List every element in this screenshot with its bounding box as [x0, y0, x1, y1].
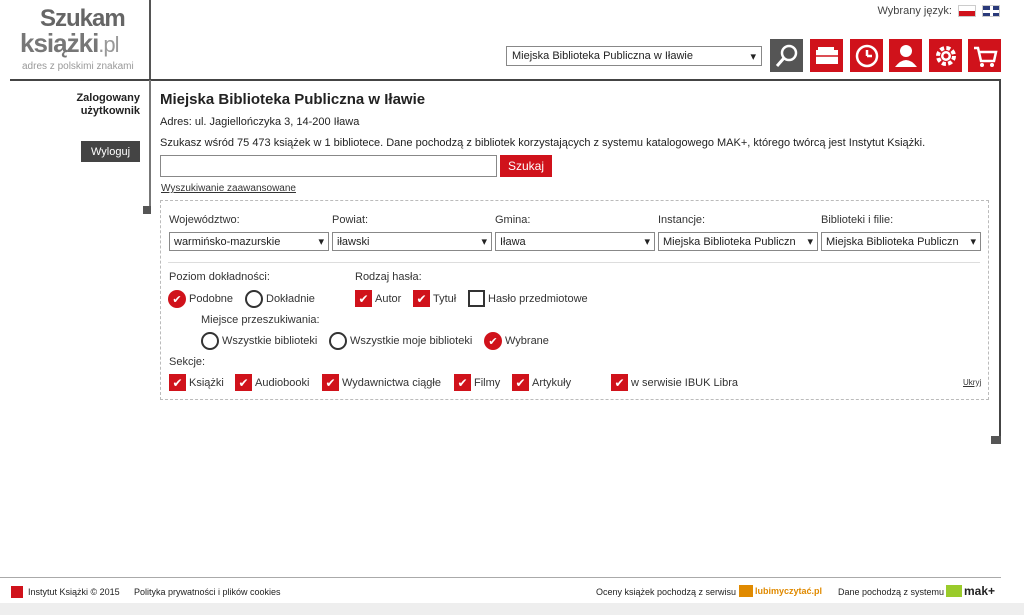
password-type-label: Rodzaj hasła: — [355, 271, 422, 283]
author-checkbox[interactable]: ✔ Autor — [355, 290, 401, 307]
sections-label: Sekcje: — [169, 356, 206, 368]
checkbox-icon — [468, 290, 485, 307]
book-icon — [739, 585, 753, 597]
dropdown-arrow-icon: ▾ — [481, 236, 487, 248]
books-icon — [814, 45, 840, 67]
filter-label: Instancje: — [658, 214, 706, 226]
selected-libraries-radio[interactable]: ✔ Wybrane — [484, 332, 549, 350]
title-checkbox[interactable]: ✔ Tytuł — [413, 290, 456, 307]
checkmark-icon: ✔ — [454, 374, 471, 391]
library-address: Adres: ul. Jagiellończyka 3, 14-200 Iława — [160, 116, 360, 128]
checkmark-icon: ✔ — [512, 374, 529, 391]
copyright: Instytut Książki © 2015 — [28, 587, 120, 597]
language-selector — [878, 5, 1000, 17]
dropdown-arrow-icon: ▾ — [750, 50, 756, 63]
settings-button[interactable] — [929, 39, 962, 72]
dropdown-arrow-icon: ▾ — [970, 236, 976, 248]
divider — [149, 80, 151, 214]
filter-instances — [658, 214, 818, 251]
dropdown-arrow-icon: ▾ — [807, 236, 813, 248]
periodicals-checkbox[interactable]: ✔ Wydawnictwa ciągłe — [322, 374, 441, 391]
history-icon — [854, 43, 880, 69]
articles-checkbox[interactable]: ✔ Artykuły — [512, 374, 571, 391]
logout-button[interactable]: Wyloguj — [81, 141, 140, 162]
search-button[interactable]: Szukaj — [500, 155, 552, 177]
language-label: Wybrany język: — [877, 5, 952, 17]
search-info: Szukasz wśród 75 473 książek w 1 bibliotece. Dane pochodzą z bibliotek korzystających z systemu katalogowego MAK+, którego twórcą jest Instytut Książki. — [160, 137, 926, 149]
instances-select[interactable]: Miejska Biblioteka Publiczn ▾ — [658, 232, 818, 251]
gear-icon — [933, 43, 959, 69]
corner-marker — [991, 436, 1001, 444]
filter-voivodeship — [169, 214, 329, 251]
polish-flag-icon[interactable] — [958, 5, 976, 17]
page-title: Miejska Biblioteka Publiczna w Iławie — [160, 91, 426, 108]
library-select[interactable] — [506, 46, 762, 66]
search-input[interactable] — [160, 155, 497, 177]
data-source-text: Dane pochodzą z systemu — [838, 587, 945, 597]
district-select[interactable]: iławski ▾ — [332, 232, 492, 251]
checkmark-icon: ✔ — [322, 374, 339, 391]
dropdown-arrow-icon: ▾ — [318, 236, 324, 248]
subject-checkbox[interactable]: Hasło przedmiotowe — [468, 290, 588, 307]
filter-libraries — [821, 214, 981, 251]
ratings-text: Oceny książek pochodzą z serwisu — [596, 587, 737, 597]
filter-commune — [495, 214, 655, 251]
checkmark-icon: ✔ — [611, 374, 628, 391]
cart-icon — [972, 43, 998, 69]
precision-label: Poziom dokładności: — [169, 271, 270, 283]
all-libraries-radio[interactable]: Wszystkie biblioteki — [201, 332, 317, 350]
history-button[interactable] — [850, 39, 883, 72]
filter-label: Biblioteki i filie: — [821, 214, 894, 226]
checkmark-icon: ✔ — [235, 374, 252, 391]
logged-user-label — [40, 92, 140, 118]
logo-subtitle: adres z polskimi znakami — [22, 61, 134, 72]
logo-line2: książki.pl — [20, 28, 119, 58]
divider — [149, 0, 151, 80]
library-select-value: Miejska Biblioteka Publiczna w Iławie — [512, 50, 693, 62]
my-libraries-radio[interactable]: Wszystkie moje biblioteki — [329, 332, 472, 350]
filter-label: Gmina: — [495, 214, 531, 226]
precision-similar-radio[interactable]: ✔ Podobne — [168, 290, 233, 308]
logo-line1: Szukam — [40, 5, 125, 32]
footer-bottom-bar — [0, 603, 1024, 615]
search-place-label: Miejsce przeszukiwania: — [201, 314, 320, 326]
english-flag-icon[interactable] — [982, 5, 1000, 17]
footer — [0, 578, 1024, 603]
divider — [999, 79, 1001, 436]
radio-icon — [245, 290, 263, 308]
voivodeship-select[interactable]: warmińsko-mazurskie ▾ — [169, 232, 329, 251]
logged-line1: Zalogowany — [76, 92, 140, 104]
mak-icon — [946, 585, 962, 597]
divider — [10, 79, 1001, 81]
cart-button[interactable] — [968, 39, 1001, 72]
dropdown-arrow-icon: ▾ — [644, 236, 650, 248]
logo[interactable] — [20, 5, 144, 75]
checkmark-icon: ✔ — [413, 290, 430, 307]
advanced-search-link[interactable]: Wyszukiwanie zaawansowane — [161, 183, 296, 194]
mak-logo[interactable]: mak+ — [946, 584, 995, 598]
radio-icon — [329, 332, 347, 350]
ibuk-libra-checkbox[interactable]: ✔ w serwisie IBUK Libra — [611, 374, 738, 391]
logged-line2: użytkownik — [80, 105, 140, 117]
precision-exact-radio[interactable]: Dokładnie — [245, 290, 315, 308]
privacy-link[interactable]: Polityka prywatności i plików cookies — [134, 587, 281, 597]
checkmark-icon: ✔ — [355, 290, 372, 307]
search-button-icon[interactable] — [770, 39, 803, 72]
checked-radio-icon: ✔ — [168, 290, 186, 308]
filter-label: Województwo: — [169, 214, 240, 226]
libraries-select[interactable]: Miejska Biblioteka Publiczn ▾ — [821, 232, 981, 251]
search-icon — [774, 43, 800, 69]
checkmark-icon: ✔ — [169, 374, 186, 391]
commune-select[interactable]: Iława ▾ — [495, 232, 655, 251]
checked-radio-icon: ✔ — [484, 332, 502, 350]
divider — [168, 262, 980, 263]
filter-label: Powiat: — [332, 214, 369, 226]
books-button[interactable] — [810, 39, 843, 72]
hide-panel-link[interactable]: Ukryj — [963, 378, 982, 387]
films-checkbox[interactable]: ✔ Filmy — [454, 374, 500, 391]
books-checkbox[interactable]: ✔ Książki — [169, 374, 224, 391]
radio-icon — [201, 332, 219, 350]
corner-marker — [143, 206, 151, 214]
user-icon — [893, 43, 919, 69]
user-button[interactable] — [889, 39, 922, 72]
lubimyczytac-logo[interactable]: lubimyczytać.pl — [739, 585, 822, 597]
audiobooks-checkbox[interactable]: ✔ Audiobooki — [235, 374, 309, 391]
filter-district — [332, 214, 492, 251]
